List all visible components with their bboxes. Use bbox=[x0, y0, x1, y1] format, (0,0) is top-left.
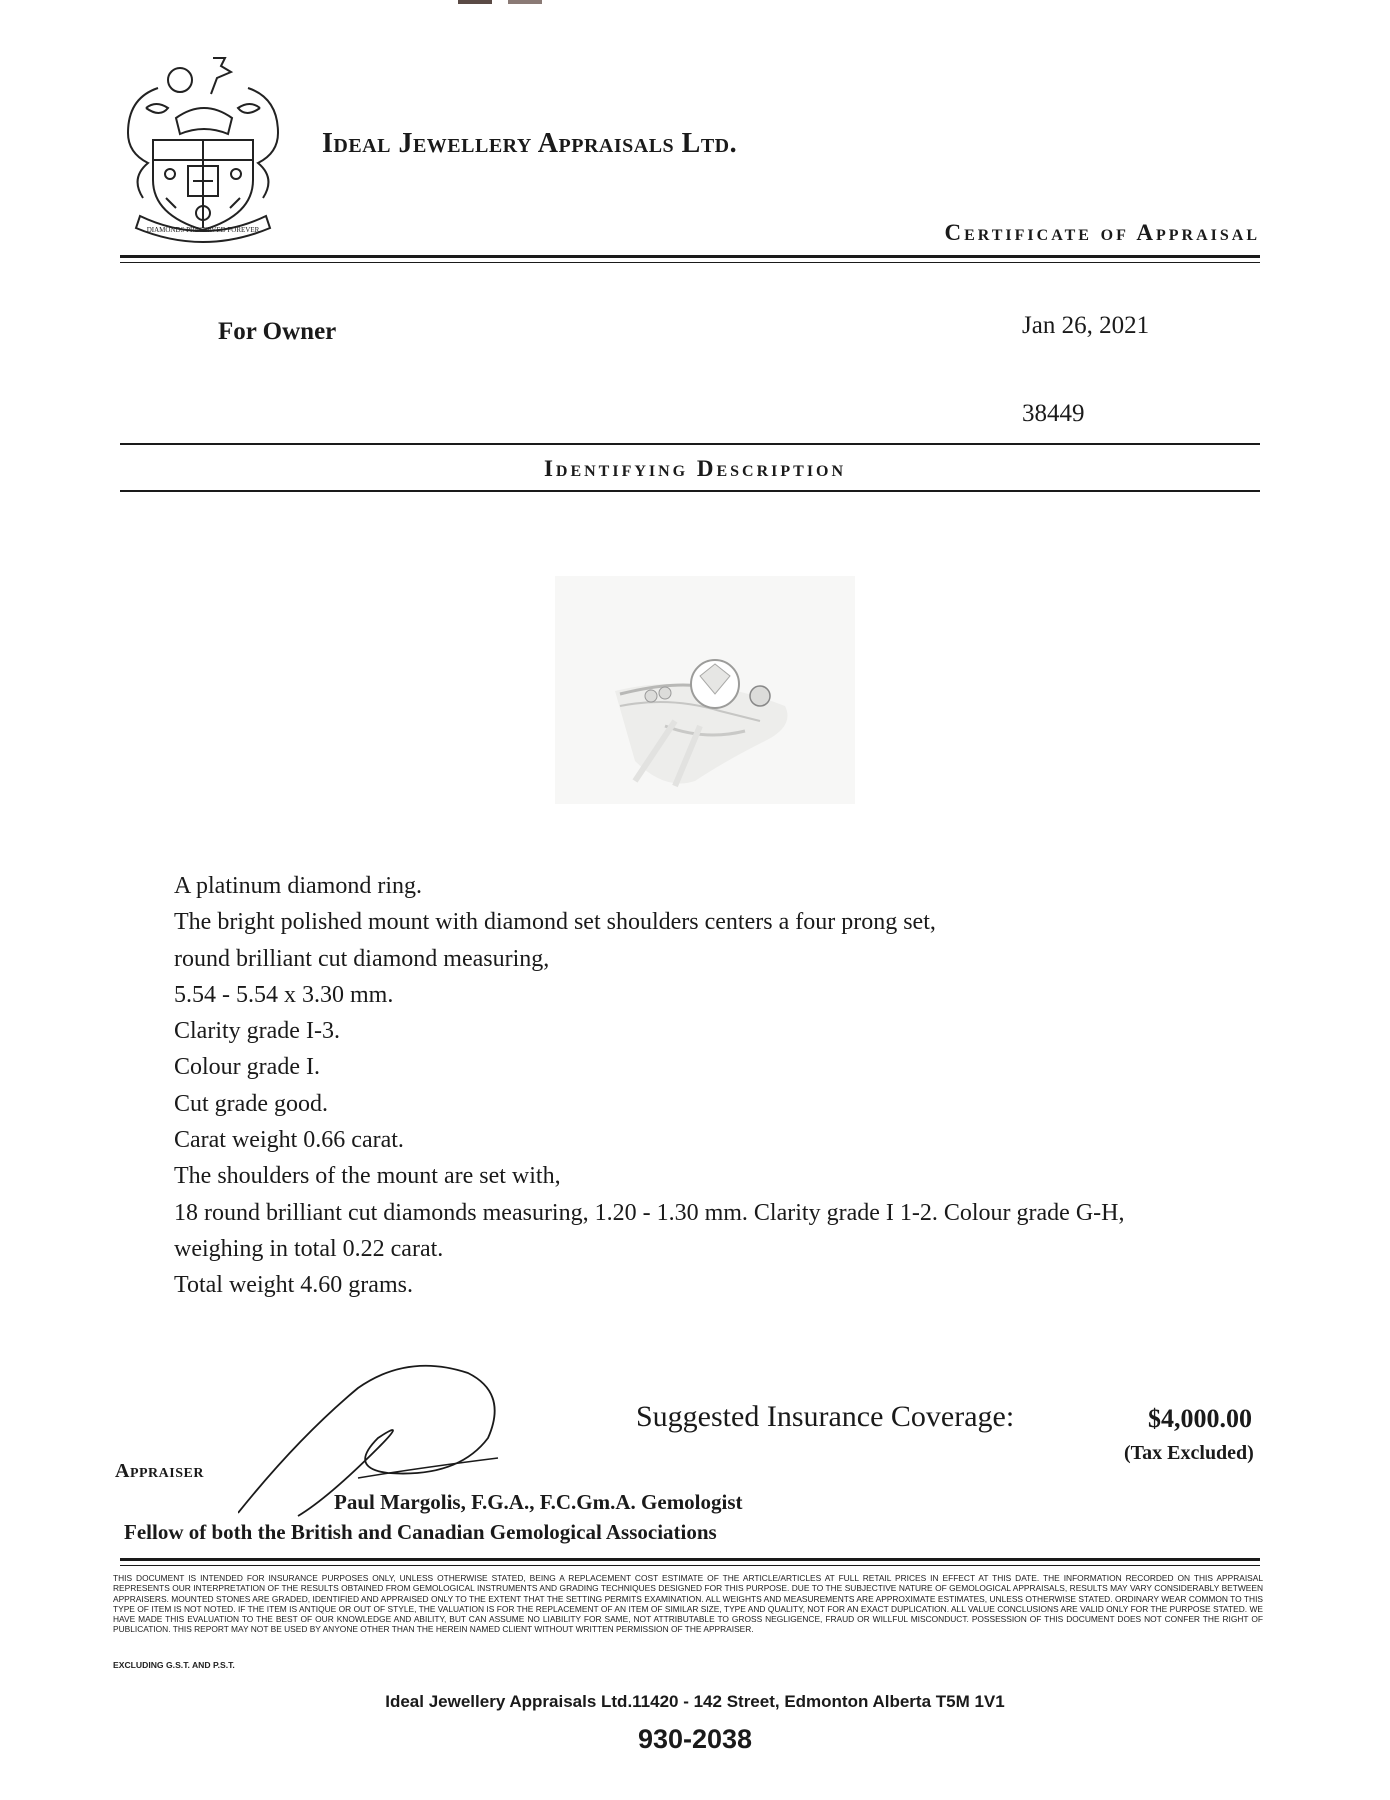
description-line: Carat weight 0.66 carat. bbox=[174, 1127, 404, 1154]
scan-mark bbox=[508, 0, 542, 4]
description-line: The shoulders of the mount are set with, bbox=[174, 1163, 561, 1190]
section-title: Identifying Description bbox=[543, 456, 847, 481]
header-rule-thin bbox=[120, 262, 1260, 263]
description-line: round brilliant cut diamond measuring, bbox=[174, 945, 550, 972]
footer-rule bbox=[120, 1558, 1260, 1561]
company-name: Ideal Jewellery Appraisals Ltd. bbox=[322, 128, 738, 159]
owner-label: For Owner bbox=[218, 318, 337, 345]
ring-photo bbox=[555, 576, 855, 804]
appraisal-number: 38449 bbox=[1022, 400, 1085, 427]
insurance-label: Suggested Insurance Coverage: bbox=[636, 1400, 1015, 1433]
section-rule-top bbox=[120, 443, 1260, 445]
appraiser-credentials: Fellow of both the British and Canadian Gemological Associations bbox=[124, 1520, 717, 1544]
tax-exclusion: EXCLUDING G.S.T. AND P.S.T. bbox=[113, 1660, 235, 1670]
description-line: A platinum diamond ring. bbox=[174, 873, 422, 899]
scan-mark bbox=[458, 0, 492, 4]
appraisal-date: Jan 26, 2021 bbox=[1022, 312, 1150, 339]
disclaimer-text: THIS DOCUMENT IS INTENDED FOR INSURANCE PURPOSES ONLY, UNLESS OTHERWISE STATED, BEING A REPLACEMENT COST ESTIMATE OF THE ARTICLE/ARTICLES AT FULL RETAIL PRICES IN EFFECT AT THIS DATE. THE INFORMATION RECORDED ON THIS APPRAISAL REPRESENTS OUR INTERPRETATION OF THE RESULTS OBTAINED FROM GEMOLOGICAL INSTRUMENTS AND GRADING TECHNIQUES DESIGNED FOR THIS PURPOSE. DUE TO THE SUBJECTIVE NATURE OF GEMOLOGICAL APPRAISALS, RESULTS MAY VARY CONSIDERABLY BETWEEN APPRAISERS. MOUNTED STONES ARE GRADED, IDENTIFIED AND APPRAISED ONLY TO THE EXTENT THAT THE SETTING PERMITS EXAMINATION. ALL WEIGHTS AND MEASUREMENTS ARE APPROXIMATE ESTIMATES, UNLESS OTHERWISE STATED. ORDINARY WEAR COMMON TO THIS TYPE OF ITEM IS NOT NOTED. IF THE ITEM IS ANTIQUE OR OUT OF STYLE, THE VALUATION IS FOR THE REPLACEMENT OF AN ITEM OF SIMILAR SIZE, TYPE AND QUALITY, NOT FOR AN EXACT DUPLICATION. ALL VALUE CONCLUSIONS ARE VALID ONLY FOR THE PURPOSE STATED. WE HAVE MADE THIS EVALUATION TO THE BEST OF OUR KNOWLEDGE AND ABILITY, BUT CAN ASSUME NO LIABILITY FOR SAME, NOT ATTRIBUTABLE TO GROSS NEGLIGENCE, FRAUD OR WILLFUL MISCONDUCT. POSSESSION OF THIS DOCUMENT DOES NOT CONFER THE RIGHT OF PUBLICATION. THIS REPORT MAY NOT BE USED BY ANYONE OTHER THAN THE HEREIN NAMED CLIENT WITHOUT WRITTEN PERMISSION OF THE APPRAISER. bbox=[113, 1573, 1263, 1635]
description-line: weighing in total 0.22 carat. bbox=[174, 1235, 444, 1262]
description-line: Clarity grade I-3. bbox=[174, 1018, 340, 1045]
tax-note: (Tax Excluded) bbox=[1124, 1442, 1254, 1464]
crest-logo bbox=[118, 48, 288, 248]
footer-rule-thin bbox=[120, 1565, 1260, 1566]
description-line: Cut grade good. bbox=[174, 1090, 328, 1117]
description-line: 18 round brilliant cut diamonds measuring, 1.20 - 1.30 mm. Clarity grade I 1-2. Colour grade G-H, bbox=[174, 1199, 1125, 1226]
insurance-value: $4,000.00 bbox=[1148, 1404, 1252, 1433]
section-rule-bottom bbox=[120, 490, 1260, 492]
appraiser-name: Paul Margolis, F.G.A., F.C.Gm.A. Gemologist bbox=[334, 1490, 743, 1514]
description-line: The bright polished mount with diamond set shoulders centers a four prong set, bbox=[174, 909, 936, 936]
appraiser-label: Appraiser bbox=[115, 1460, 204, 1482]
description-line: Total weight 4.60 grams. bbox=[174, 1272, 413, 1299]
header-rule bbox=[120, 255, 1260, 258]
item-description bbox=[174, 868, 1274, 1304]
footer-address: Ideal Jewellery Appraisals Ltd.11420 - 142 Street, Edmonton Alberta T5M 1V1 bbox=[385, 1692, 1005, 1711]
certificate-title: Certificate of Appraisal bbox=[944, 220, 1260, 245]
description-line: 5.54 - 5.54 x 3.30 mm. bbox=[174, 981, 394, 1008]
footer-phone: 930-2038 bbox=[637, 1724, 753, 1754]
description-line: Colour grade I. bbox=[174, 1054, 320, 1081]
crest-motto: DIAMONDS PRESERVED FOREVER bbox=[146, 226, 260, 234]
